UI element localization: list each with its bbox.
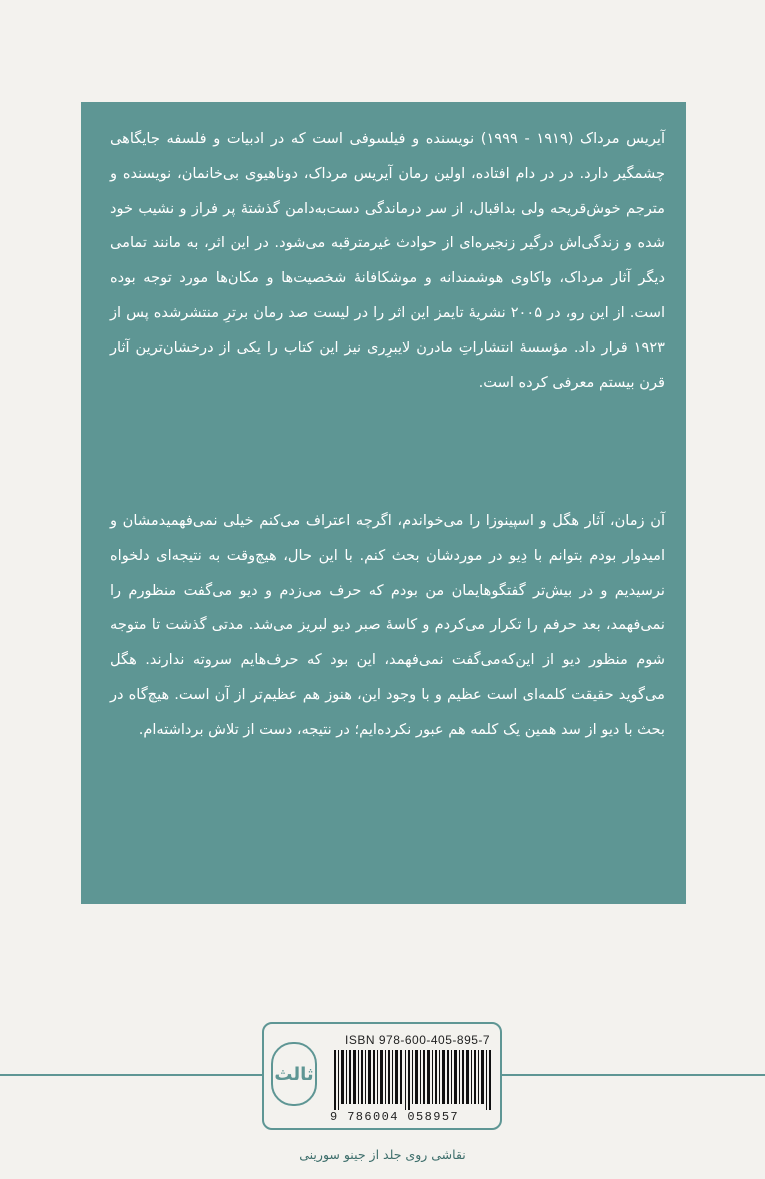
barcode-image [334,1050,492,1110]
barcode-digits: 9 786004 058957 [330,1110,460,1124]
isbn-text: ISBN 978-600-405-895-7 [345,1033,491,1047]
cover-credit: نقاشی روی جلد از جینو سورینی [299,1147,466,1162]
blurb-paragraph-excerpt: آن زمان، آثار هگل و اسپینوزا را می‌خواندم، اگرچه اعتراف می‌کنم خیلی نمی‌فهمیدمشان و امیدوار بودم بتوانم با دِیو در موردشان بحث کنم. با این حال، هیچ‌وقت به نتیجه‌ای دلخواه نرسیدیم و در بیش‌تر گفتگوهایمان من بودم که حرف می‌زدم و دیو می‌گفت منظورم را نمی‌فهمد، بعد حرفم را تکرار می‌کردم و کاسهٔ صبر دیو لبریز می‌شد. مدتی گذشت تا متوجه شوم منظور دیو از این‌که‌می‌گفت نمی‌فهمد، این بود که حرف‌هایم سروته ندارند. هگل می‌گوید حقیقت کلمه‌ای است عظیم و با وجود این، هنوز هم عظیم‌تر از آن است. هیچ‌گاه در بحث با دیو از سد همین یک کلمه هم عبور نکرده‌ایم؛ در نتیجه، دست از تلاش برداشته‌ام. [110,512,665,738]
blurb-paragraph-author: آیریس مرداک (۱۹۱۹ - ۱۹۹۹) نویسنده و فیلسوفی است که در ادبیات و فلسفه جایگاهی چشمگیر دارد. در در دام افتاده، اولین رمان آیریس مرداک، دوناهیوی بی‌خانمان، نویسنده و مترجم خوش‌قریحه ولی بداقبال، از سر درماندگی دست‌به‌دامن گذشتهٔ پر فراز و نشیب خود شده و زندگی‌اش درگیر زنجیره‌ای از حوادث غیرمترقبه می‌شود. در این اثر، به مانند تمامی دیگر آثار مرداک، واکاوی هوشمندانه و موشکافانهٔ شخصیت‌ها و مکان‌ها مورد توجه بوده است. از این رو، در ۲۰۰۵ نشریهٔ تایمز این اثر را در لیست صد رمان برترِ منتشرشده پس از ۱۹۲۳ قرار داد. مؤسسهٔ انتشاراتِ مادرن لایبرِری نیز این کتاب را یکی از درخشان‌ترین آثار قرن بیستم معرفی کرده است. [110,130,665,391]
publisher-logo: ثالث [271,1042,317,1106]
